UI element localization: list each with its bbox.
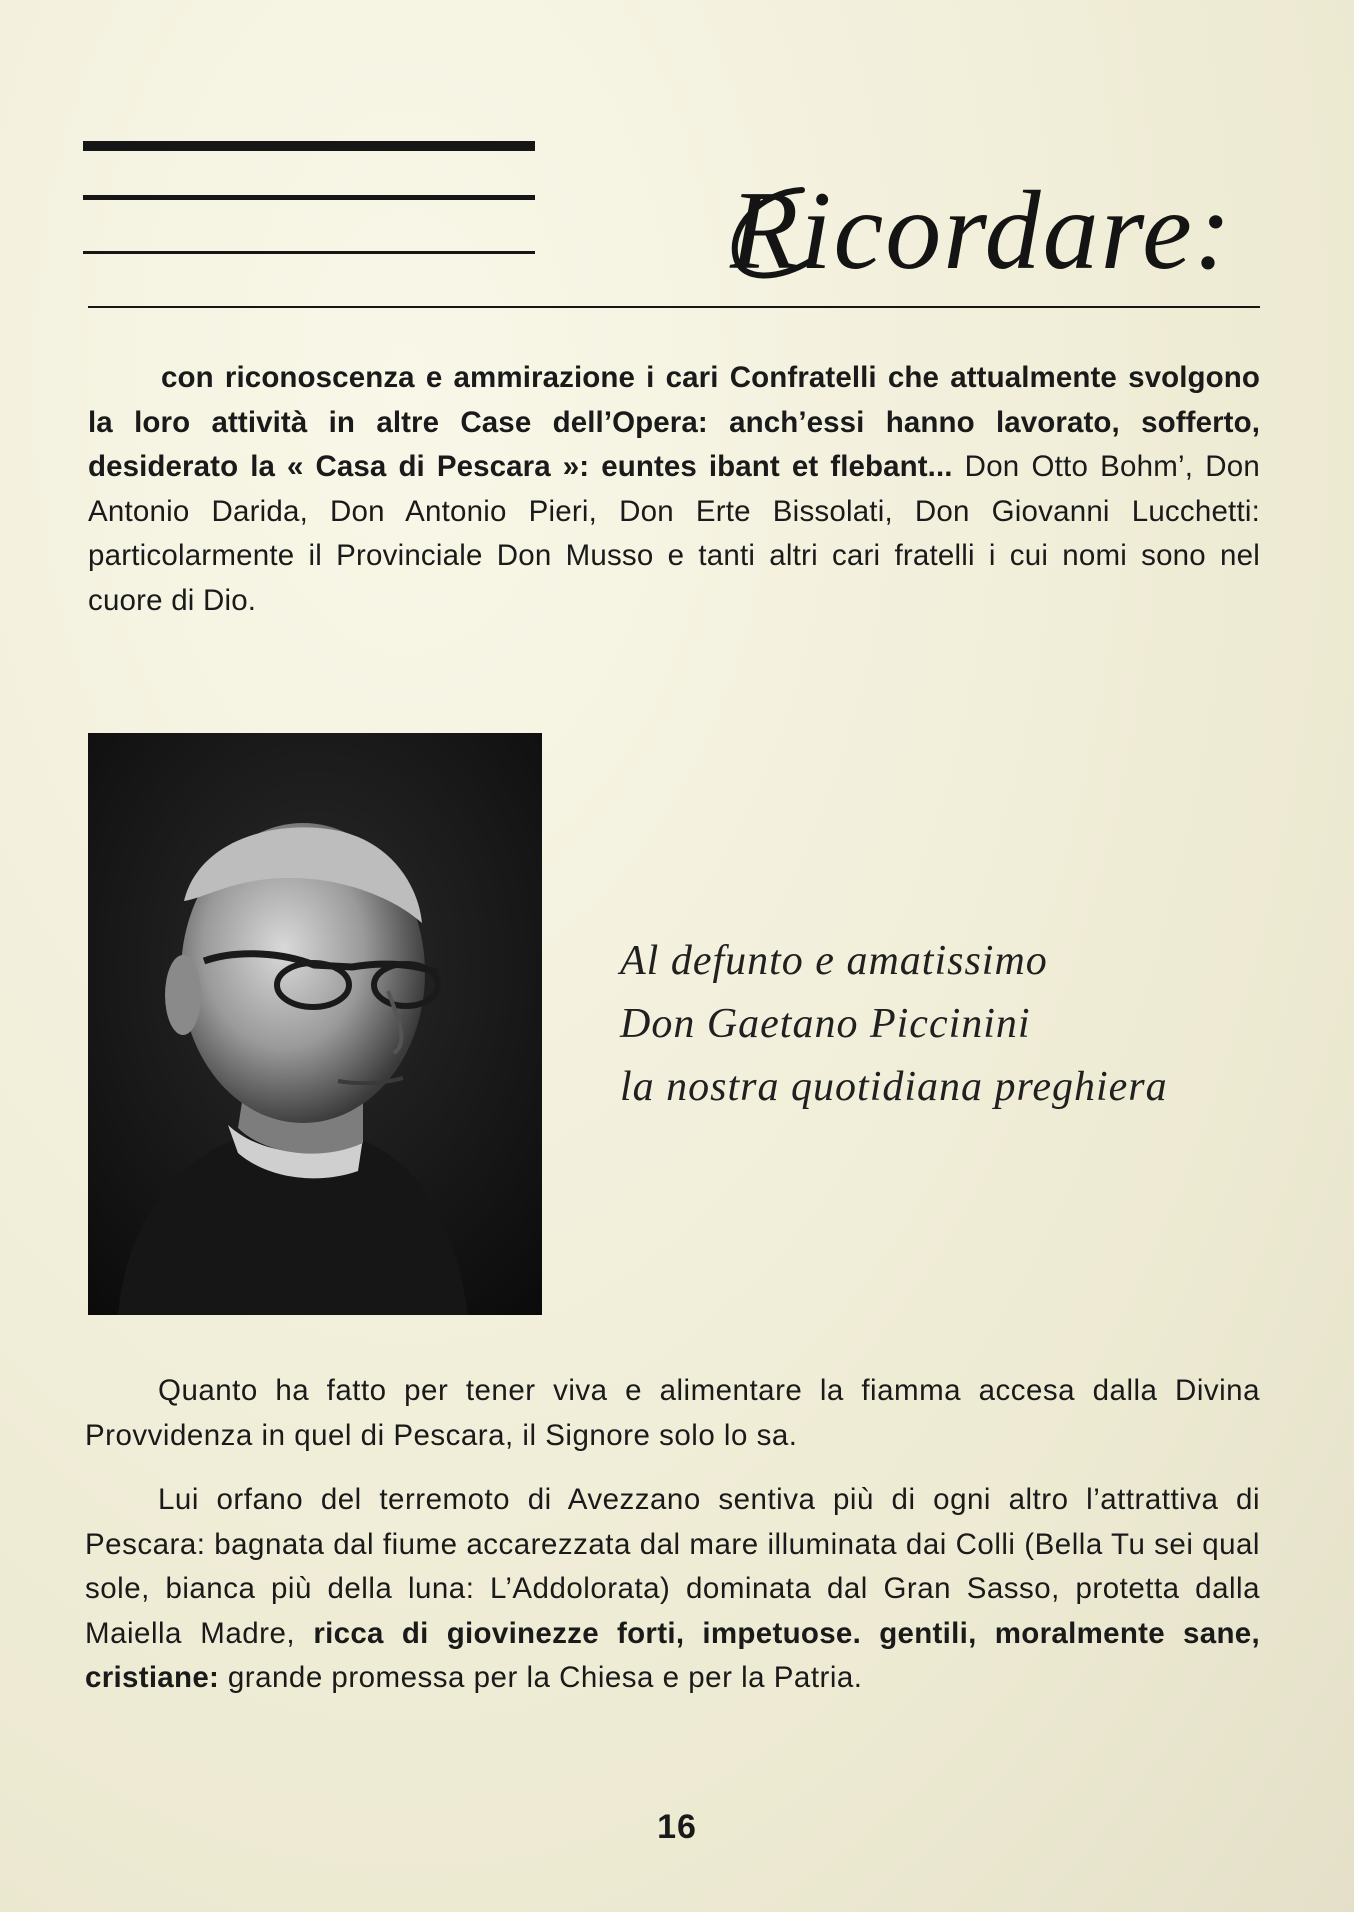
dedication-line-1: Al defunto e amatissimo xyxy=(620,938,1048,984)
body-paragraph-1-text: Quanto ha fatto per tener viva e alimentare la fiamma accesa dalla Divina Provvidenza in quel di Pescara, il Signore solo lo sa. xyxy=(85,1374,1260,1452)
body-paragraph-2 xyxy=(85,1478,1260,1701)
header-rule-thin xyxy=(83,251,535,254)
page-number: 16 xyxy=(657,1808,697,1846)
header-rule-full-width xyxy=(88,306,1260,308)
body-paragraph-2-end: grande promessa per la Chiesa e per la Patria. xyxy=(219,1661,863,1694)
header-rule-medium xyxy=(83,195,535,200)
body-paragraph-2-bold: ricca di giovinezze forti, impetuose. gentili, moralmente sane, cristiane: xyxy=(85,1616,1260,1694)
ear xyxy=(165,955,201,1035)
portrait-photo xyxy=(88,733,542,1315)
header-rule-thick xyxy=(83,141,535,151)
dedication-line-3: la nostra quotidiana preghiera xyxy=(620,1064,1168,1110)
intro-paragraph xyxy=(88,356,1260,623)
dedication xyxy=(620,930,1270,1119)
intro-bold-text: con riconoscenza e ammirazione i cari Confratelli che attualmente svolgono la loro attività in altre Case dell’Opera: anch’essi hanno lavorato, sofferto, desiderato la « Casa di Pescara »: euntes ibant et flebant... xyxy=(88,361,1260,483)
heading xyxy=(720,150,1280,300)
dedication-line-2: Don Gaetano Piccinini xyxy=(620,1001,1031,1047)
body-paragraph-1 xyxy=(85,1369,1260,1458)
intro-regular-text: Don Otto Bohm’, Don Antonio Darida, Don Antonio Pieri, Don Erte Bissolati, Don Giovanni Lucchetti: particolarmente il Provinciale Don Musso e tanti altri cari fratelli i cui nomi sono nel cuore di Dio. xyxy=(88,450,1260,617)
body-paragraph-2-regular: Lui orfano del terremoto di Avezzano sentiva più di ogni altro l’attrattiva di Pescara: bagnata dal fiume accarezzata dal mare illuminata dai Colli (Bella Tu sei qual sole, bianca più della luna: L’Addolorata) dominata dal Gran Sasso, protetta dalla Maiella Madre, xyxy=(85,1483,1260,1650)
heading-text: Ricordare: xyxy=(730,169,1234,293)
